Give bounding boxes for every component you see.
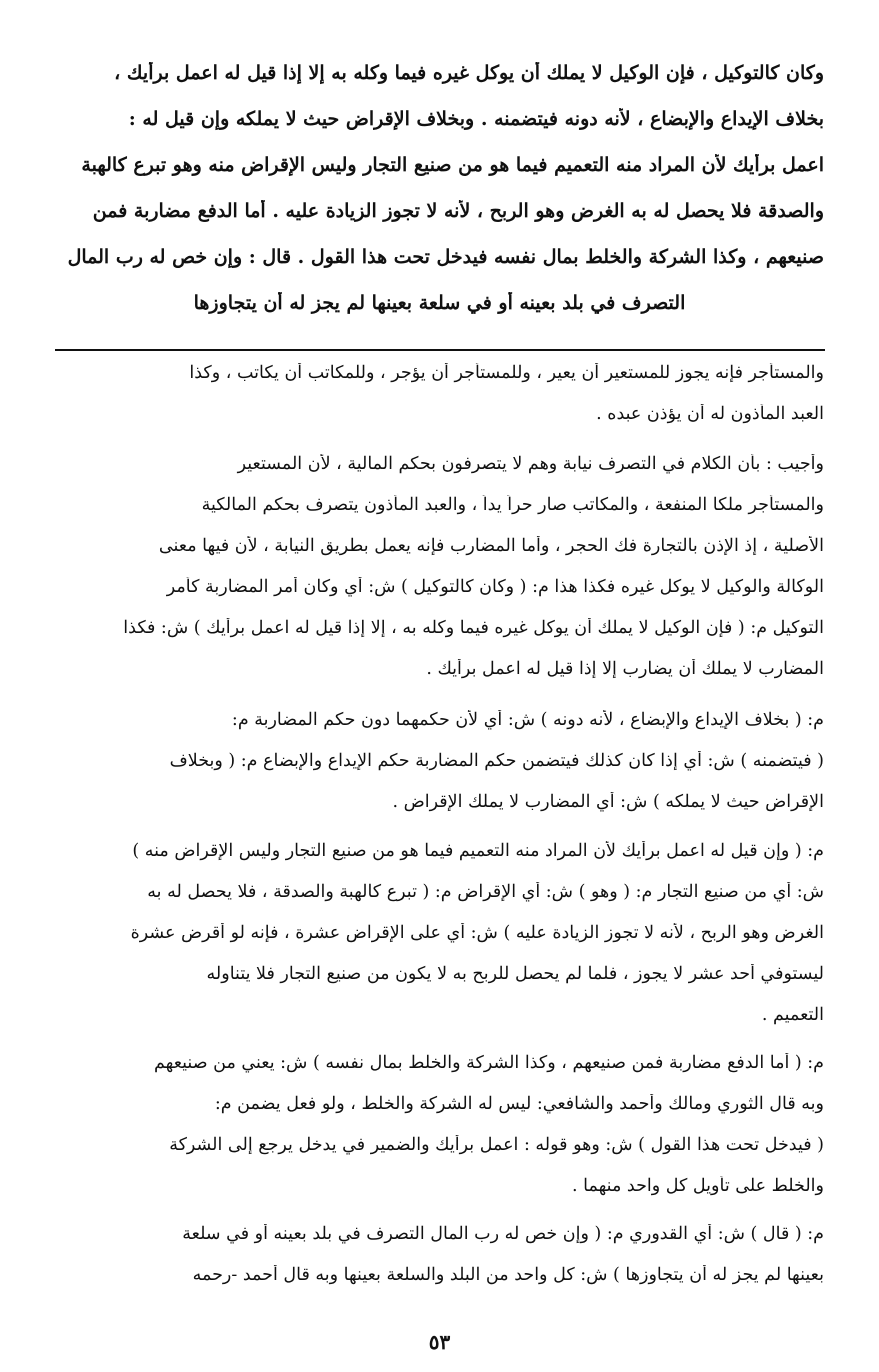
sharh-line: التوكيل م: ( فإن الوكيل لا يملك أن يوكل غيره فيما وكله به ، إلا إذا قيل له اعمل برأيك ) ش: فكذا: [123, 618, 824, 638]
matn-line: والصدقة فلا يحصل له به الغرض وهو الربح ، لأنه لا تجوز الزيادة عليه . أما الدفع مضاربة فمن: [92, 200, 824, 222]
sharh-line: والمستأجر فإنه يجوز للمستعير أن يعير ، وللمستأجر أن يؤجر ، وللمكاتب أن يكاتب ، وكذا: [189, 363, 824, 383]
matn-line: بخلاف الإيداع والإبضاع ، لأنه دونه فيتضمنه . وبخلاف الإقراض حيث لا يملكه وإن قيل له :: [128, 108, 824, 130]
page-number: ٥٣: [428, 1330, 451, 1354]
matn-line: صنيعهم ، وكذا الشركة والخلط بمال نفسه فيدخل تحت هذا القول . قال : وإن خص له رب المال: [67, 246, 824, 268]
sharh-line: م: ( وإن قيل له اعمل برأيك لأن المراد منه التعميم فيما هو من صنيع التجار وليس الإقراض منه ): [132, 841, 824, 861]
sharh-line: الأصلية ، إذ الإذن بالتجارة فك الحجر ، وأما المضارب فإنه يعمل بطريق النيابة ، لأن فيها معنى: [158, 536, 824, 556]
sharh-line: بعينها لم يجز له أن يتجاوزها ) ش: كل واحد من البلد والسلعة بعينها وبه قال أحمد -رحمه: [192, 1265, 824, 1285]
sharh-line: التعميم .: [761, 1005, 824, 1025]
sharh-line: الوكالة والوكيل لا يوكل غيره فكذا هذا م: ( وكان كالتوكيل ) ش: أي وكان أمر المضاربة كأمر: [166, 577, 824, 597]
matn-line: وكان كالتوكيل ، فإن الوكيل لا يملك أن يوكل غيره فيما وكله به إلا إذا قيل له اعمل برأيك ،: [114, 62, 824, 84]
sharh-line: ( فيتضمنه ) ش: أي إذا كان كذلك فيتضمن حكم المضاربة حكم الإيداع والإبضاع م: ( وبخلاف: [169, 751, 824, 771]
sharh-line: المضارب لا يملك أن يضارب إلا إذا قيل له اعمل برأيك .: [426, 659, 824, 679]
sharh-line: ليستوفي أحد عشر لا يجوز ، فلما لم يحصل للربح به لا يكون من صنيع التجار فلا يتناوله: [206, 964, 824, 984]
sharh-line: الإقراض حيث لا يملكه ) ش: أي المضارب لا يملك الإقراض .: [392, 792, 824, 812]
sharh-line: ش: أي من صنيع التجار م: ( وهو ) ش: أي الإقراض م: ( تبرع كالهبة والصدقة ، فلا يحصل له به: [147, 882, 824, 902]
sharh-line: وبه قال الثوري ومالك وأحمد والشافعي: ليس له الشركة والخلط ، ولو فعل يضمن م:: [214, 1094, 824, 1114]
sharh-line: والمستأجر ملكا المنفعة ، والمكاتب صار حراً يداً ، والعبد المأذون يتصرف بحكم المالكية: [201, 495, 824, 515]
sharh-line: م: ( أما الدفع مضاربة فمن صنيعهم ، وكذا الشركة والخلط بمال نفسه ) ش: يعني من صنيعهم: [153, 1053, 824, 1073]
separator-rule: [55, 349, 825, 351]
sharh-line: العبد المأذون له أن يؤذن عبده .: [596, 404, 824, 424]
sharh-line: وأجيب : بأن الكلام في التصرف نيابة وهم لا يتصرفون بحكم المالية ، لأن المستعير: [237, 454, 824, 474]
matn-line: اعمل برأيك لأن المراد منه التعميم فيما هو من صنيع التجار وليس الإقراض منه وهو تبرع كالهبة: [81, 154, 824, 176]
sharh-line: م: ( قال ) ش: أي القدوري م: ( وإن خص له رب المال التصرف في بلد بعينه أو في سلعة: [182, 1224, 824, 1244]
sharh-line: الغرض وهو الربح ، لأنه لا تجوز الزيادة عليه ) ش: أي على الإقراض عشرة ، فإنه لو أقرض عشرة: [130, 923, 824, 943]
sharh-line: م: ( بخلاف الإيداع والإبضاع ، لأنه دونه ) ش: أي لأن حكمهما دون حكم المضاربة م:: [231, 710, 824, 730]
sharh-line: والخلط على تأويل كل واحد منهما .: [572, 1176, 824, 1196]
matn-line: التصرف في بلد بعينه أو في سلعة بعينها لم يجز له أن يتجاوزها: [193, 292, 686, 314]
sharh-line: ( فيدخل تحت هذا القول ) ش: وهو قوله : اعمل برأيك والضمير في يدخل يرجع إلى الشركة: [169, 1135, 824, 1155]
